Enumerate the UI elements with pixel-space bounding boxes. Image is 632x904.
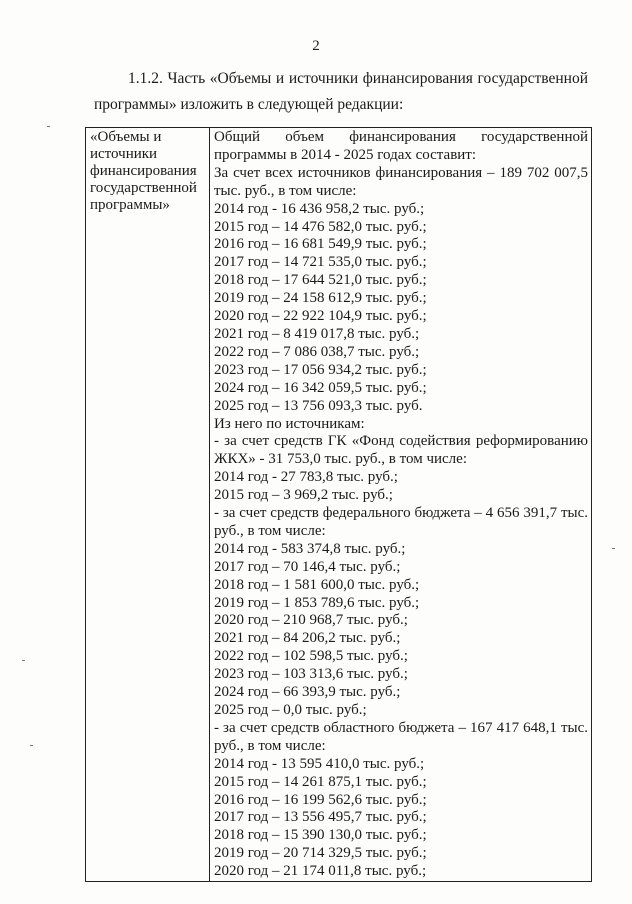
financing-line: 2020 год – 21 174 011,8 тыс. руб.; bbox=[214, 863, 427, 880]
financing-line: 2015 год – 3 969,2 тыс. руб.; bbox=[214, 487, 393, 504]
page-number: 2 bbox=[312, 38, 320, 54]
financing-line: 2014 год - 27 783,8 тыс. руб.; bbox=[214, 469, 398, 486]
financing-line: 2024 год – 16 342 059,5 тыс. руб.; bbox=[214, 379, 427, 396]
financing-line: 2017 год – 14 721 535,0 тыс. руб.; bbox=[214, 254, 427, 271]
financing-line: 2024 год – 66 393,9 тыс. руб.; bbox=[214, 684, 401, 701]
financing-line: 2014 год - 13 595 410,0 тыс. руб.; bbox=[214, 755, 425, 772]
financing-line: руб., в том числе: bbox=[214, 737, 326, 754]
financing-line: 2022 год – 102 598,5 тыс. руб.; bbox=[214, 648, 408, 665]
financing-line: 2022 год – 7 086 038,7 тыс. руб.; bbox=[214, 343, 420, 360]
left-cell-line: программы» bbox=[90, 197, 170, 213]
financing-line: 2016 год – 16 681 549,9 тыс. руб.; bbox=[214, 236, 427, 253]
financing-line: 2025 год – 13 756 093,3 тыс. руб. bbox=[214, 397, 423, 414]
financing-line: 2020 год – 210 968,7 тыс. руб.; bbox=[214, 612, 408, 629]
table-row bbox=[86, 128, 592, 882]
financing-line: программы в 2014 - 2025 годах составит: bbox=[214, 146, 477, 163]
financing-line: 2021 год – 8 419 017,8 тыс. руб.; bbox=[214, 325, 420, 342]
table-right-cell bbox=[210, 128, 592, 882]
left-cell-line: источники bbox=[90, 146, 158, 162]
financing-line: 2018 год – 1 581 600,0 тыс. руб.; bbox=[214, 576, 420, 593]
left-cell-line: «Объемы и bbox=[90, 129, 162, 145]
financing-line: ЖКХ» - 31 753,0 тыс. руб., в том числе: bbox=[214, 451, 467, 468]
scan-speck bbox=[47, 126, 50, 127]
table-left-cell bbox=[86, 128, 210, 882]
financing-line: За счет всех источников финансирования – 189 702 007,5 bbox=[214, 164, 588, 181]
financing-line: Общий объем финансирования государственной bbox=[214, 129, 588, 145]
financing-line: - за счет средств ГК «Фонд содействия реформированию bbox=[214, 433, 588, 450]
financing-line: 2021 год – 84 206,2 тыс. руб.; bbox=[214, 630, 401, 647]
financing-line: 2014 год - 583 374,8 тыс. руб.; bbox=[214, 540, 406, 557]
financing-line: Из него по источникам: bbox=[214, 415, 365, 432]
left-cell-line: государственной bbox=[90, 180, 197, 196]
funding-table bbox=[85, 127, 592, 882]
financing-line: 2018 год – 15 390 130,0 тыс. руб.; bbox=[214, 827, 427, 844]
financing-line: 2015 год – 14 476 582,0 тыс. руб.; bbox=[214, 218, 427, 235]
financing-line: 2017 год – 13 556 495,7 тыс. руб.; bbox=[214, 809, 427, 826]
financing-line: руб., в том числе: bbox=[214, 522, 326, 539]
scan-speck bbox=[612, 548, 615, 549]
financing-line: 2018 год – 17 644 521,0 тыс. руб.; bbox=[214, 272, 427, 289]
financing-line: 2025 год – 0,0 тыс. руб.; bbox=[214, 702, 367, 718]
financing-line: 2019 год – 1 853 789,6 тыс. руб.; bbox=[214, 594, 420, 611]
financing-line: - за счет средств федерального бюджета – 4 656 391,7 тыс. bbox=[214, 505, 588, 522]
financing-line: 2017 год – 70 146,4 тыс. руб.; bbox=[214, 558, 401, 575]
intro-paragraph: 1.1.2. Часть «Объемы и источники финансирования государственной программы» изложить в следующей редакции: bbox=[94, 70, 588, 113]
financing-line: 2015 год – 14 261 875,1 тыс. руб.; bbox=[214, 773, 427, 790]
financing-line: - за счет средств областного бюджета – 167 417 648,1 тыс. bbox=[214, 719, 588, 736]
scan-speck bbox=[22, 660, 25, 661]
scan-speck bbox=[30, 745, 33, 746]
financing-line: 2020 год – 22 922 104,9 тыс. руб.; bbox=[214, 308, 427, 325]
financing-line: 2014 год - 16 436 958,2 тыс. руб.; bbox=[214, 200, 425, 217]
financing-line: 2023 год – 103 313,6 тыс. руб.; bbox=[214, 666, 408, 683]
financing-line: 2019 год – 20 714 329,5 тыс. руб.; bbox=[214, 845, 427, 862]
financing-line: 2019 год – 24 158 612,9 тыс. руб.; bbox=[214, 290, 427, 307]
financing-line: 2016 год – 16 199 562,6 тыс. руб.; bbox=[214, 791, 427, 808]
financing-line: тыс. руб., в том числе: bbox=[214, 182, 357, 199]
financing-line: 2023 год – 17 056 934,2 тыс. руб.; bbox=[214, 361, 427, 378]
left-cell-line: финансирования bbox=[90, 163, 197, 179]
